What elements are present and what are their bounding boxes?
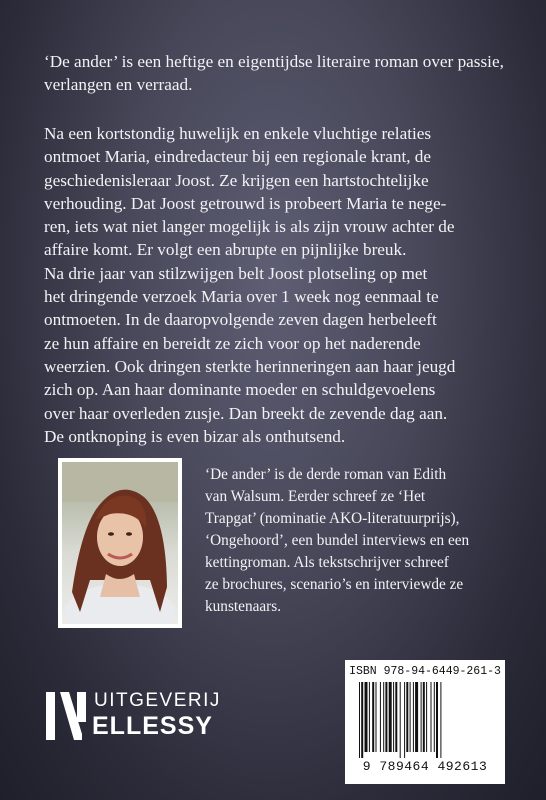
synopsis-line: ontmoet Maria, eindredacteur bij een regionale krant, de <box>44 147 432 167</box>
publisher-logo <box>44 690 224 742</box>
bio-line: ze brochures, scenario’s en interviewde ze <box>205 576 464 593</box>
bio-line: ‘De ander’ is de derde roman van Edith <box>205 466 447 483</box>
publisher-name: ELLESSY <box>92 712 213 740</box>
author-photo <box>58 458 182 628</box>
synopsis-line: verhouding. Dat Joost getrouwd is probeert Maria te nege- <box>44 193 447 213</box>
barcode-bars <box>359 682 491 758</box>
synopsis-line: weerzien. Ook dringen sterkte herinneringen aan haar jeugd <box>44 356 456 376</box>
synopsis-line: geschiedenisleraar Joost. Ze krijgen een hartstochtelijke <box>44 170 429 190</box>
synopsis-line: ze hun affaire en bereidt ze zich voor op het naderende <box>44 333 421 353</box>
synopsis-line: Na een kortstondig huwelijk en enkele vluchtige relaties <box>44 124 432 143</box>
synopsis-line: ren, iets wat niet langer mogelijk is als zijn vrouw achter de <box>44 217 455 237</box>
bio-line: ‘Ongehoord’, een bundel interviews en een <box>205 532 470 549</box>
isbn-number: ISBN 978-94-6449-261-3 <box>349 665 501 678</box>
synopsis-line: zich op. Aan haar dominante moeder en schuldgevoelens <box>44 380 436 400</box>
bio-line: Trapgat’ (nominatie AKO-literatuurprijs), <box>205 510 460 527</box>
synopsis-line: Na drie jaar van stilzwijgen belt Joost plotseling op met <box>44 263 428 283</box>
author-portrait-illustration <box>62 462 178 624</box>
author-bio <box>205 464 505 618</box>
blurb-intro: ‘De ander’ is een heftige en eigentijdse literaire roman over passie, verlangen en verraad. <box>44 52 504 95</box>
synopsis-line: ontmoeten. In de daaropvolgende zeven dagen herbeleeft <box>44 310 437 330</box>
synopsis-line: affaire komt. Er volgt een abrupte en pijnlijke breuk. <box>44 240 407 260</box>
publisher-label: UITGEVERIJ <box>94 690 221 711</box>
ean-number: 9 789464 492613 <box>362 759 488 774</box>
synopsis-line: De ontknoping is even bizar als onthutsend. <box>44 426 346 446</box>
blurb-synopsis <box>44 122 504 448</box>
publisher-logo-mark-icon <box>44 690 90 742</box>
barcode-panel <box>345 660 505 784</box>
synopsis-line: over haar overleden zusje. Dan breekt de zevende dag aan. <box>44 403 448 423</box>
bio-line: van Walsum. Eerder schreef ze ‘Het <box>205 488 426 505</box>
synopsis-line: het dringende verzoek Maria over 1 week nog eenmaal te <box>44 287 439 307</box>
bio-line: kettingroman. Als tekstschrijver schreef <box>205 554 449 571</box>
bio-line: kunstenaars. <box>205 598 282 615</box>
